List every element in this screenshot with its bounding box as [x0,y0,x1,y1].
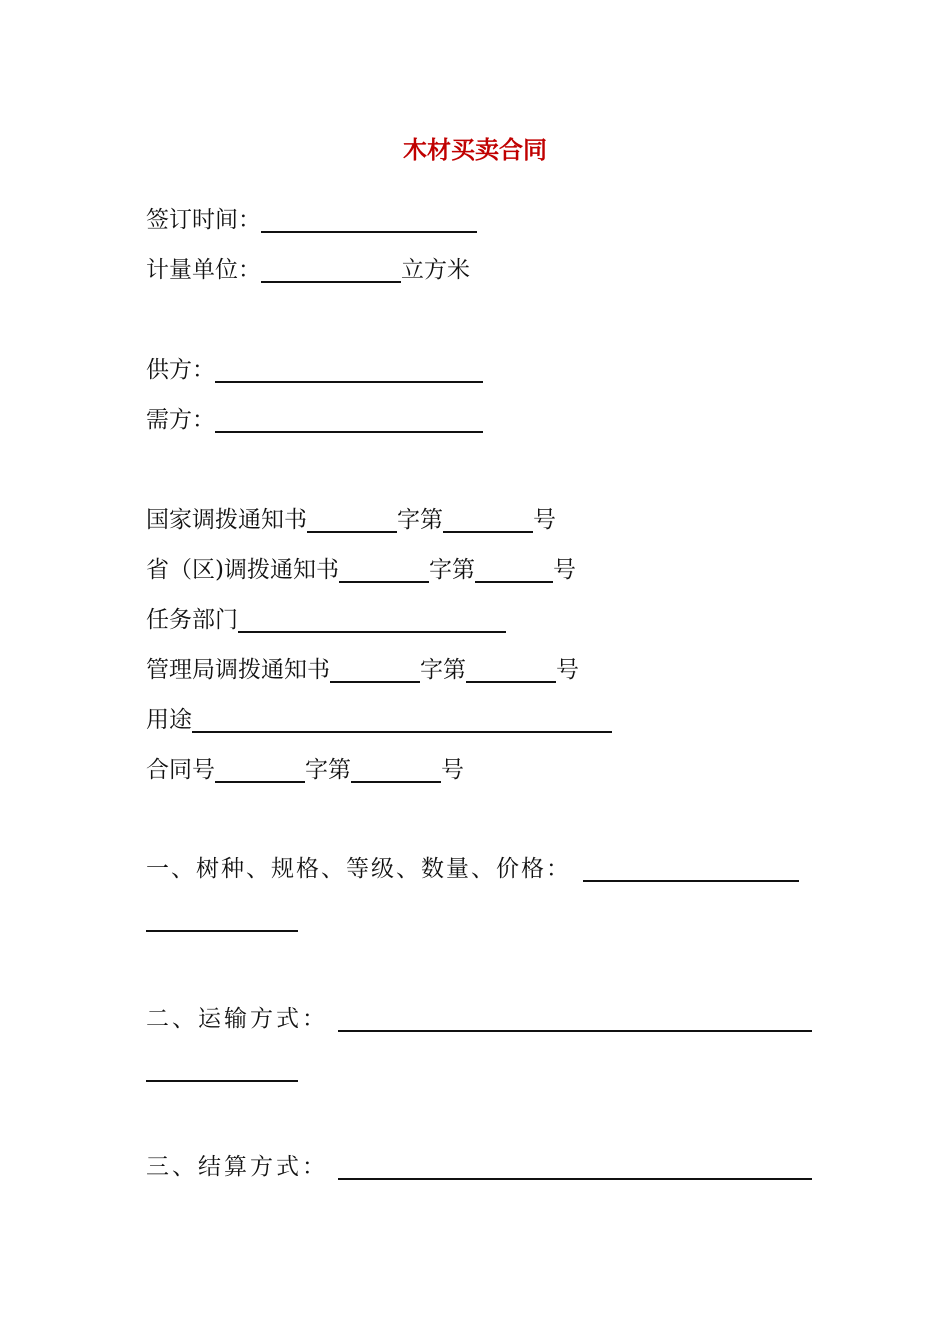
buyer-blank[interactable] [215,405,483,433]
task-dept-row [146,603,506,637]
task-dept-label: 任务部门 [146,607,238,633]
bureau-notice-zi-di: 字第 [420,657,466,683]
supplier-label: 供方： [146,357,215,383]
section-3-heading: 三、结算方式： [146,1154,328,1180]
purpose-row [146,703,612,737]
national-notice-label: 国家调拨通知书 [146,507,307,533]
contract-no-zi-di: 字第 [305,757,351,783]
national-notice-hao: 号 [533,507,556,533]
supplier-row [146,353,483,387]
section-2-heading: 二、运输方式： [146,1006,328,1032]
national-notice-zi-di: 字第 [397,507,443,533]
provincial-notice-row [146,553,576,587]
national-notice-hao-blank[interactable] [443,505,533,533]
national-notice-zi-blank[interactable] [307,505,397,533]
unit-label: 计量单位： [146,257,261,283]
provincial-notice-zi-di: 字第 [428,557,475,583]
national-notice-row [146,503,556,537]
bureau-notice-row [146,653,579,687]
contract-no-hao: 号 [441,757,464,783]
unit-blank[interactable] [261,255,401,283]
contract-no-label: 合同号 [146,757,215,783]
supplier-blank[interactable] [215,355,483,383]
bureau-notice-hao-blank[interactable] [466,655,556,683]
bureau-notice-hao: 号 [556,657,579,683]
unit-row [146,253,470,287]
buyer-row [146,403,483,437]
unit-suffix: 立方米 [401,257,470,283]
provincial-notice-hao-blank[interactable] [475,555,553,583]
buyer-label: 需方： [146,407,215,433]
provincial-notice-zi-blank[interactable] [339,555,429,583]
section-2-continuation-blank[interactable] [146,1080,298,1082]
contract-no-hao-blank[interactable] [351,755,441,783]
provincial-notice-hao: 号 [552,557,576,583]
section-1-row [146,852,799,886]
bureau-notice-zi-blank[interactable] [330,655,420,683]
section-1-blank[interactable] [583,854,799,882]
contract-no-zi-blank[interactable] [215,755,305,783]
section-3-row [146,1150,812,1184]
section-2-row [146,1002,812,1036]
bureau-notice-label: 管理局调拨通知书 [146,657,330,683]
purpose-label: 用途 [146,707,192,733]
section-2-blank[interactable] [338,1004,812,1032]
section-1-continuation-blank[interactable] [146,930,298,932]
contract-no-row [146,753,464,787]
sign-time-blank[interactable] [261,205,477,233]
purpose-blank[interactable] [192,705,612,733]
sign-time-label: 签订时间： [146,207,261,233]
section-3-blank[interactable] [338,1152,812,1180]
document-title: 木材买卖合同 [403,136,547,164]
provincial-notice-label: 省（区)调拨通知书 [146,557,339,583]
sign-time-row [146,203,477,237]
task-dept-blank[interactable] [238,605,506,633]
section-1-heading: 一、树种、规格、等级、数量、价格： [146,856,571,882]
